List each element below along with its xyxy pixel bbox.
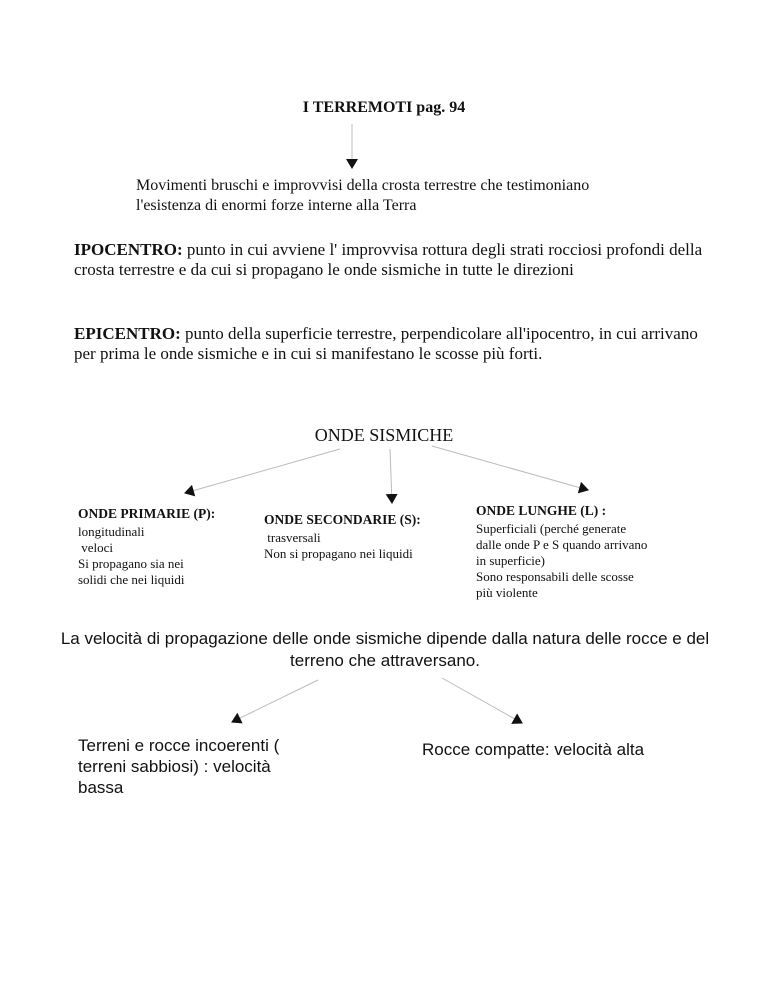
terreni-incoerenti-text: Terreni e rocce incoerenti ( terreni sabbiosi) : velocità bassa <box>78 736 280 797</box>
onde-secondarie-line: Non si propagano nei liquidi <box>264 546 413 561</box>
onde-primarie-line: Si propagano sia nei <box>78 556 184 571</box>
epicentro-text: punto della superficie terrestre, perpendicolare all'ipocentro, in cui arrivano per prima le onde sismiche e in cui si manifestano le scosse più forti. <box>74 324 698 363</box>
ipocentro-definition <box>74 240 704 280</box>
arrow-to-rocce <box>442 678 522 723</box>
onde-lunghe-line: dalle onde P e S quando arrivano <box>476 537 648 552</box>
intro-text: Movimenti bruschi e improvvisi della crosta terrestre che testimoniano l'esistenza di enormi forze interne alla Terra <box>136 177 590 214</box>
arrow-to-onde-secondarie <box>390 449 392 503</box>
arrow-to-onde-primarie <box>185 449 340 493</box>
velocita-statement: La velocità di propagazione delle onde sismiche dipende dalla natura delle rocce e del terreno che attraversano. <box>60 629 710 670</box>
arrow-to-terreni <box>232 680 318 722</box>
onde-lunghe-line: Superficiali (perché generate <box>476 521 627 536</box>
onde-lunghe-line: più violente <box>476 585 538 600</box>
onde-lunghe-line: Sono responsabili delle scosse <box>476 569 634 584</box>
arrow-to-onde-lunghe <box>432 446 588 490</box>
onde-secondarie-line: trasversali <box>264 530 321 545</box>
onde-lunghe-box <box>476 503 716 601</box>
onde-primarie-line: veloci <box>78 540 114 555</box>
onde-sismiche-heading: ONDE SISMICHE <box>314 425 454 445</box>
onde-secondarie-box <box>264 512 454 562</box>
epicentro-term: EPICENTRO: <box>74 324 181 343</box>
onde-primarie-heading: ONDE PRIMARIE (P): <box>78 506 216 521</box>
ipocentro-text: punto in cui avviene l' improvvisa rottura degli strati rocciosi profondi della crosta terrestre e da cui si propagano le onde sismiche in tutte le direzioni <box>74 240 703 279</box>
onde-lunghe-heading: ONDE LUNGHE (L) : <box>476 503 607 518</box>
onde-secondarie-heading: ONDE SECONDARIE (S): <box>264 512 421 527</box>
rocce-compatte-text: Rocce compatte: velocità alta <box>422 740 645 759</box>
onde-primarie-box <box>78 506 248 588</box>
onde-primarie-line: solidi che nei liquidi <box>78 572 185 587</box>
epicentro-definition <box>74 324 704 364</box>
onde-primarie-line: longitudinali <box>78 524 145 539</box>
page-title: I TERREMOTI pag. 94 <box>302 99 466 116</box>
ipocentro-term: IPOCENTRO: <box>74 240 183 259</box>
onde-lunghe-line: in superficie) <box>476 553 545 568</box>
